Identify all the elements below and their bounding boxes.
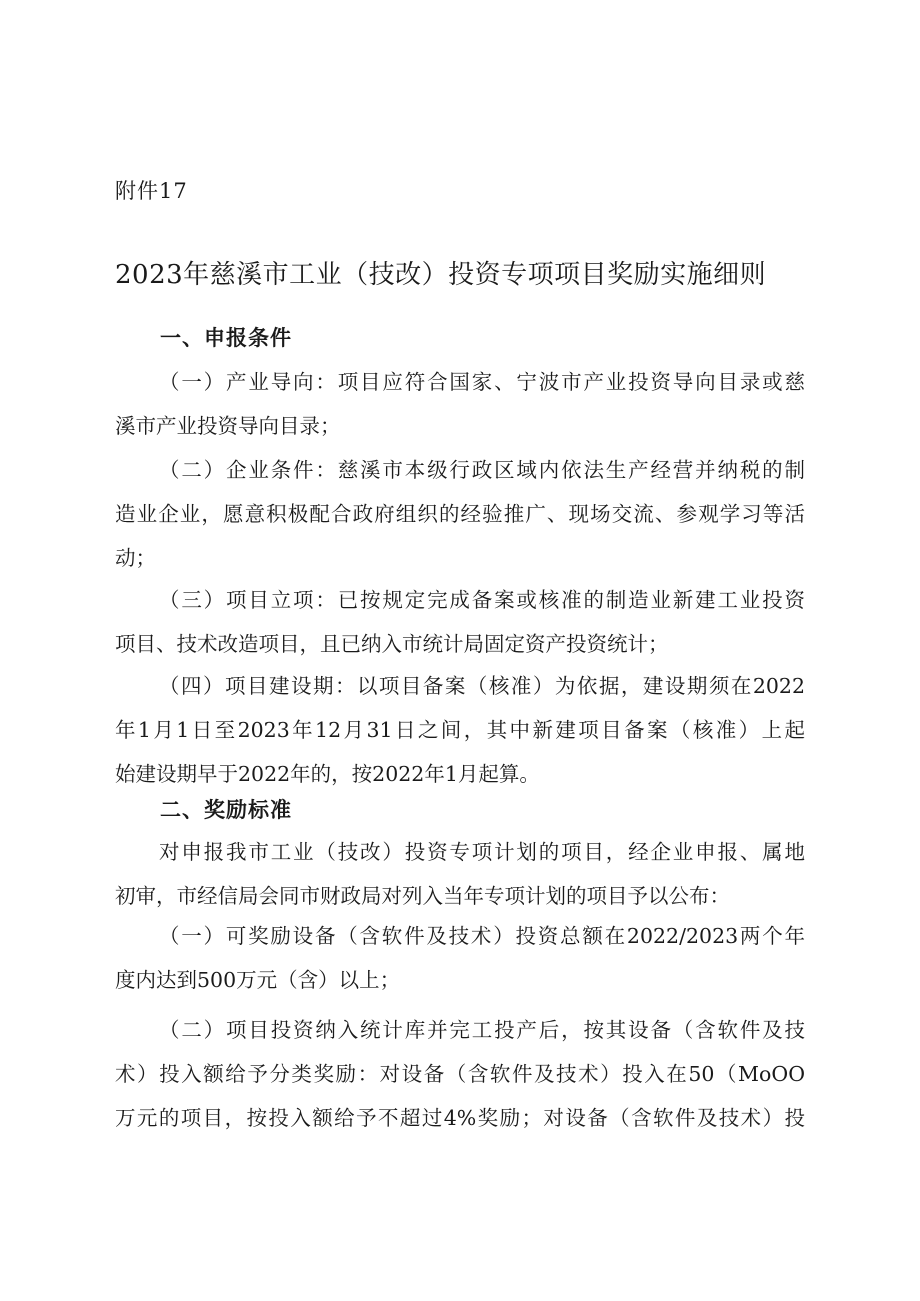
text-line: 初审，市经信局会同市财政局对列入当年专项计划的项目予以公布： bbox=[115, 884, 730, 908]
section-heading-reward-standards: 二、奖励标准 bbox=[160, 797, 292, 822]
paragraph-project-approval bbox=[115, 578, 805, 666]
text-line: 万元的项目，按投入额给予不超过4%奖励；对设备（含软件及技术）投 bbox=[115, 1106, 805, 1130]
text-line: 造业企业，愿意积极配合政府组织的经验推广、现场交流、参观学习等活 bbox=[115, 502, 805, 526]
paragraph-reward-intro bbox=[115, 830, 805, 918]
text-line: （一）可奖励设备（含软件及技术）投资总额在2022/2023两个年 bbox=[159, 924, 805, 948]
text-line: 溪市产业投资导向目录； bbox=[115, 414, 341, 438]
text-line: 项目、技术改造项目，且已纳入市统计局固定资产投资统计； bbox=[115, 632, 669, 656]
section-heading-application-conditions: 一、申报条件 bbox=[160, 325, 292, 350]
text-line: （三）项目立项：已按规定完成备案或核准的制造业新建工业投资 bbox=[159, 588, 805, 612]
paragraph-construction-period bbox=[115, 664, 805, 796]
paragraph-industry-orientation bbox=[115, 360, 805, 448]
text-line: （二）项目投资纳入统计库并完工投产后，按其设备（含软件及技 bbox=[159, 1018, 805, 1042]
text-line: （一）产业导向：项目应符合国家、宁波市产业投资导向目录或慈 bbox=[159, 370, 805, 394]
text-line: （二）企业条件：慈溪市本级行政区域内依法生产经营并纳税的制 bbox=[159, 458, 805, 482]
text-line: 对申报我市工业（技改）投资专项计划的项目，经企业申报、属地 bbox=[159, 840, 805, 864]
annex-label: 附件17 bbox=[115, 179, 188, 203]
text-line: 始建设期早于2022年的，按2022年1月起算。 bbox=[115, 762, 540, 786]
text-line: 术）投入额给予分类奖励：对设备（含软件及技术）投入在50（MoOO bbox=[115, 1062, 805, 1086]
paragraph-classified-rewards bbox=[115, 1008, 805, 1140]
text-line: 年1月1日至2023年12月31日之间，其中新建项目备案（核准）上起 bbox=[115, 718, 805, 742]
text-line: （四）项目建设期：以项目备案（核准）为依据，建设期须在2022 bbox=[159, 674, 805, 698]
text-line: 动； bbox=[115, 546, 156, 570]
text-line: 度内达到500万元（含）以上； bbox=[115, 968, 401, 992]
paragraph-enterprise-conditions bbox=[115, 448, 805, 580]
document-title: 2023年慈溪市工业（技改）投资专项项目奖励实施细则 bbox=[115, 260, 767, 290]
paragraph-investment-threshold bbox=[115, 914, 805, 1002]
